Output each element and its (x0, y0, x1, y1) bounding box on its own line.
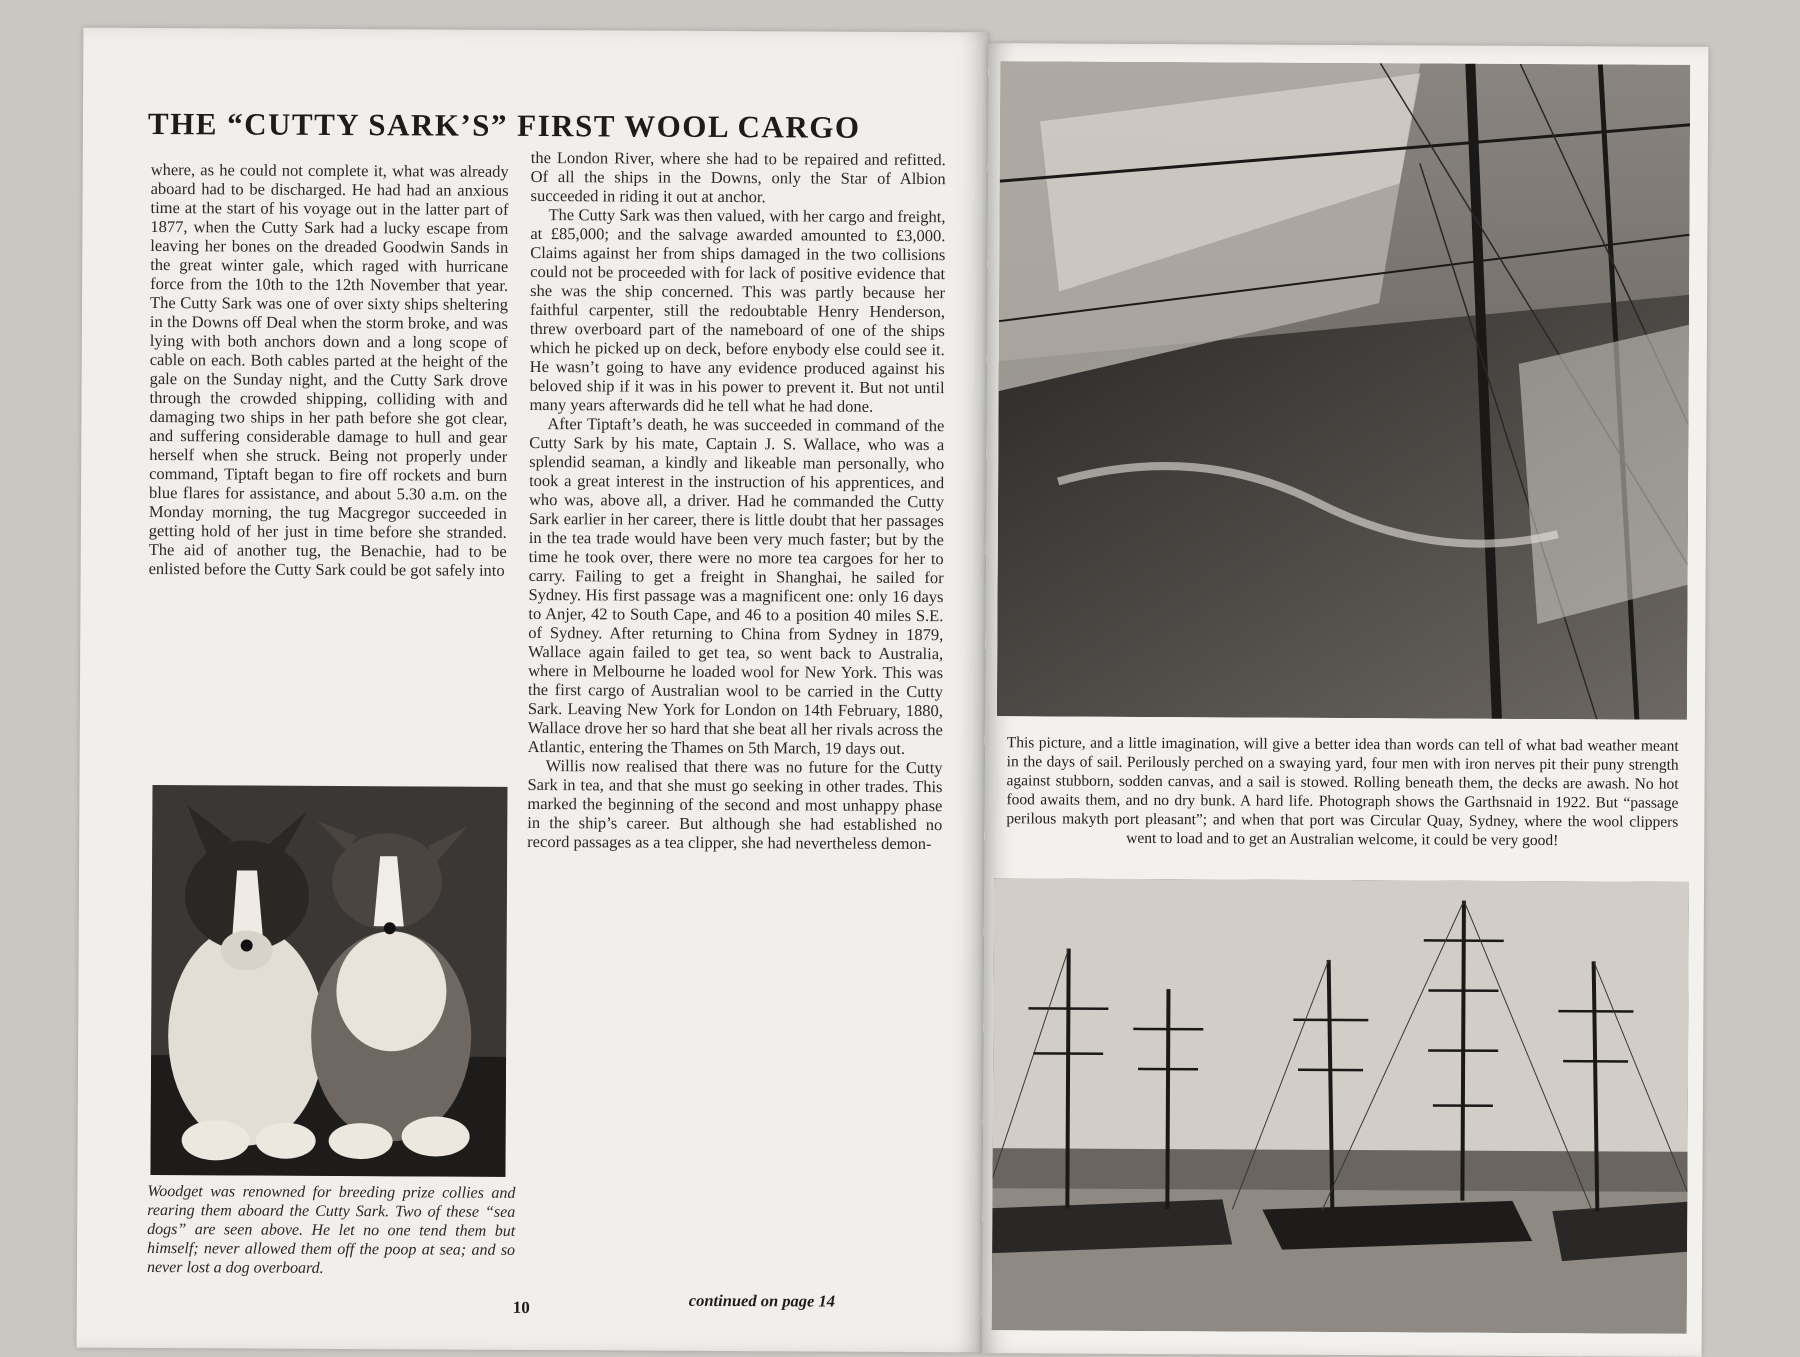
page-number: 10 (513, 1298, 530, 1318)
headline: THE “CUTTY SARK’S” FIRST WOOL CARGO (148, 106, 948, 146)
paragraph: The Cutty Sark was then valued, with her cargo and freight, at £85,000; and the salvage awarded amounted to £3,000. Claims against her from ships damaged in the two collisions could not be proceeded with for lack of positive evidence that she was the ship concerned. This was partly because her faithful carpenter, still the redoubtable Henry Henderson, threw overboard part of the nameboard of one of the ships which he picked up on deck, before enybody else could see it. He wasn’t going to have any evidence produced against his beloved ship if it was in his power to prevent it. But not until many years afterwards did he tell what he had done. (529, 205, 945, 416)
collie-dogs-photo (150, 785, 507, 1177)
dog-photo-caption: Woodget was renowned for breeding prize collies and rearing them aboard the Cutty Sark. Two of these “sea dogs” are seen above. He let no one tend them but himself; never allowed them off the poop at sea; and so never lost a dog overboard. (147, 1182, 515, 1279)
harbour-ships-illustration (992, 878, 1689, 1334)
continued-note: continued on page 14 (689, 1291, 835, 1312)
storm-photo-caption: This picture, and a little imagination, will give a better idea than words can tell of what bad weather meant in the days of sail. Perilously perched on a swaying yard, four men with iron nerves pit their puny strength against stubborn, sodden canvas, and a sail is stowed. Rolling beneath them, the decks are awash. No hot food awaits them, and no dry bunk. A hard life. Photograph shows the Garthsnaid in 1922. But “passage perilous makyth port pleasant”; and when that port was Circular Quay, Sydney, where the wool clippers went to load and to get an Australian welcome, it could be very good! (1006, 733, 1679, 851)
magazine-spread (70, 20, 1730, 1350)
collie-dogs-illustration (150, 785, 507, 1177)
paragraph: the London River, where she had to be repaired and refitted. Of all the ships in the Downs, only the Star of Albion succeeded in riding it out at anchor. (531, 148, 946, 207)
text-column-1 (148, 160, 509, 752)
text-column-2 (525, 148, 946, 1278)
storm-ship-illustration (997, 61, 1690, 720)
left-page (77, 28, 989, 1353)
paragraph: Willis now realised that there was no future for the Cutty Sark in tea, and that she must go seeking in other trades. This marked the beginning of the second and most unhappy phase in the ship’s career. But although she had established no record passages as a tea clipper, she had nevertheless demon- (527, 756, 942, 853)
paragraph: where, as he could not complete it, what was already aboard had to be discharged. He had had an anxious time at the start of his voyage out in the latter part of 1877, when the Cutty Sark had a lucky escape from leaving her bones on the dreaded Goodwin Sands in the great winter gale, which raged with hurricane force from the 10th to the 12th November that year. The Cutty Sark was one of over sixty ships sheltering in the Downs off Deal when the storm broke, and was lying with both anchors down and a long scope of cable on each. Both cables parted at the height of the gale on the Sunday night, and the Cutty Sark drove through the crowded shipping, colliding with and damaging two ships in her path before she got clear, and suffering considerable damage to hull and gear herself when she struck. Being not properly under command, Tiptaft began to fire off rockets and burn blue flares for assistance, and about 5.30 a.m. on the Monday morning, the tug Macgregor succeeded in getting hold of her just in time before she stranded. The aid of another tug, the Benachie, had to be enlisted before the Cutty Sark could be got safely into (149, 160, 509, 580)
circular-quay-photo (992, 878, 1689, 1334)
storm-sailing-photo (997, 61, 1690, 720)
paragraph: After Tiptaft’s death, he was succeeded in command of the Cutty Sark by his mate, Captain J. S. Wallace, who was a splendid seaman, a kindly and likeable man personally, who took a great interest in the instruction of his apprentices, and who was, above all, a driver. Had he commanded the Cutty Sark earlier in her career, there is little doubt that her passages in the tea trade would have been very much faster; but by the time he took over, there were no more tea cargoes for her to carry. Failing to get a freight in Shanghai, he sailed for Sydney. His first passage was a magnificent one: only 16 days to Anjer, 42 to South Cape, and 46 to a position 40 miles S.E. of Sydney. After returning to China from Sydney in 1879, Wallace again failed to get tea, so went back to Australia, where in Melbourne he loaded wool for New York. This was the first cargo of Australian wool to be carried in the Cutty Sark. Leaving New York for London on 14th February, 1880, Wallace drove her so hard that she beat all her rivals across the Atlantic, entering the Thames on 5th March, 19 days out. (528, 414, 945, 758)
right-page (982, 43, 1709, 1357)
